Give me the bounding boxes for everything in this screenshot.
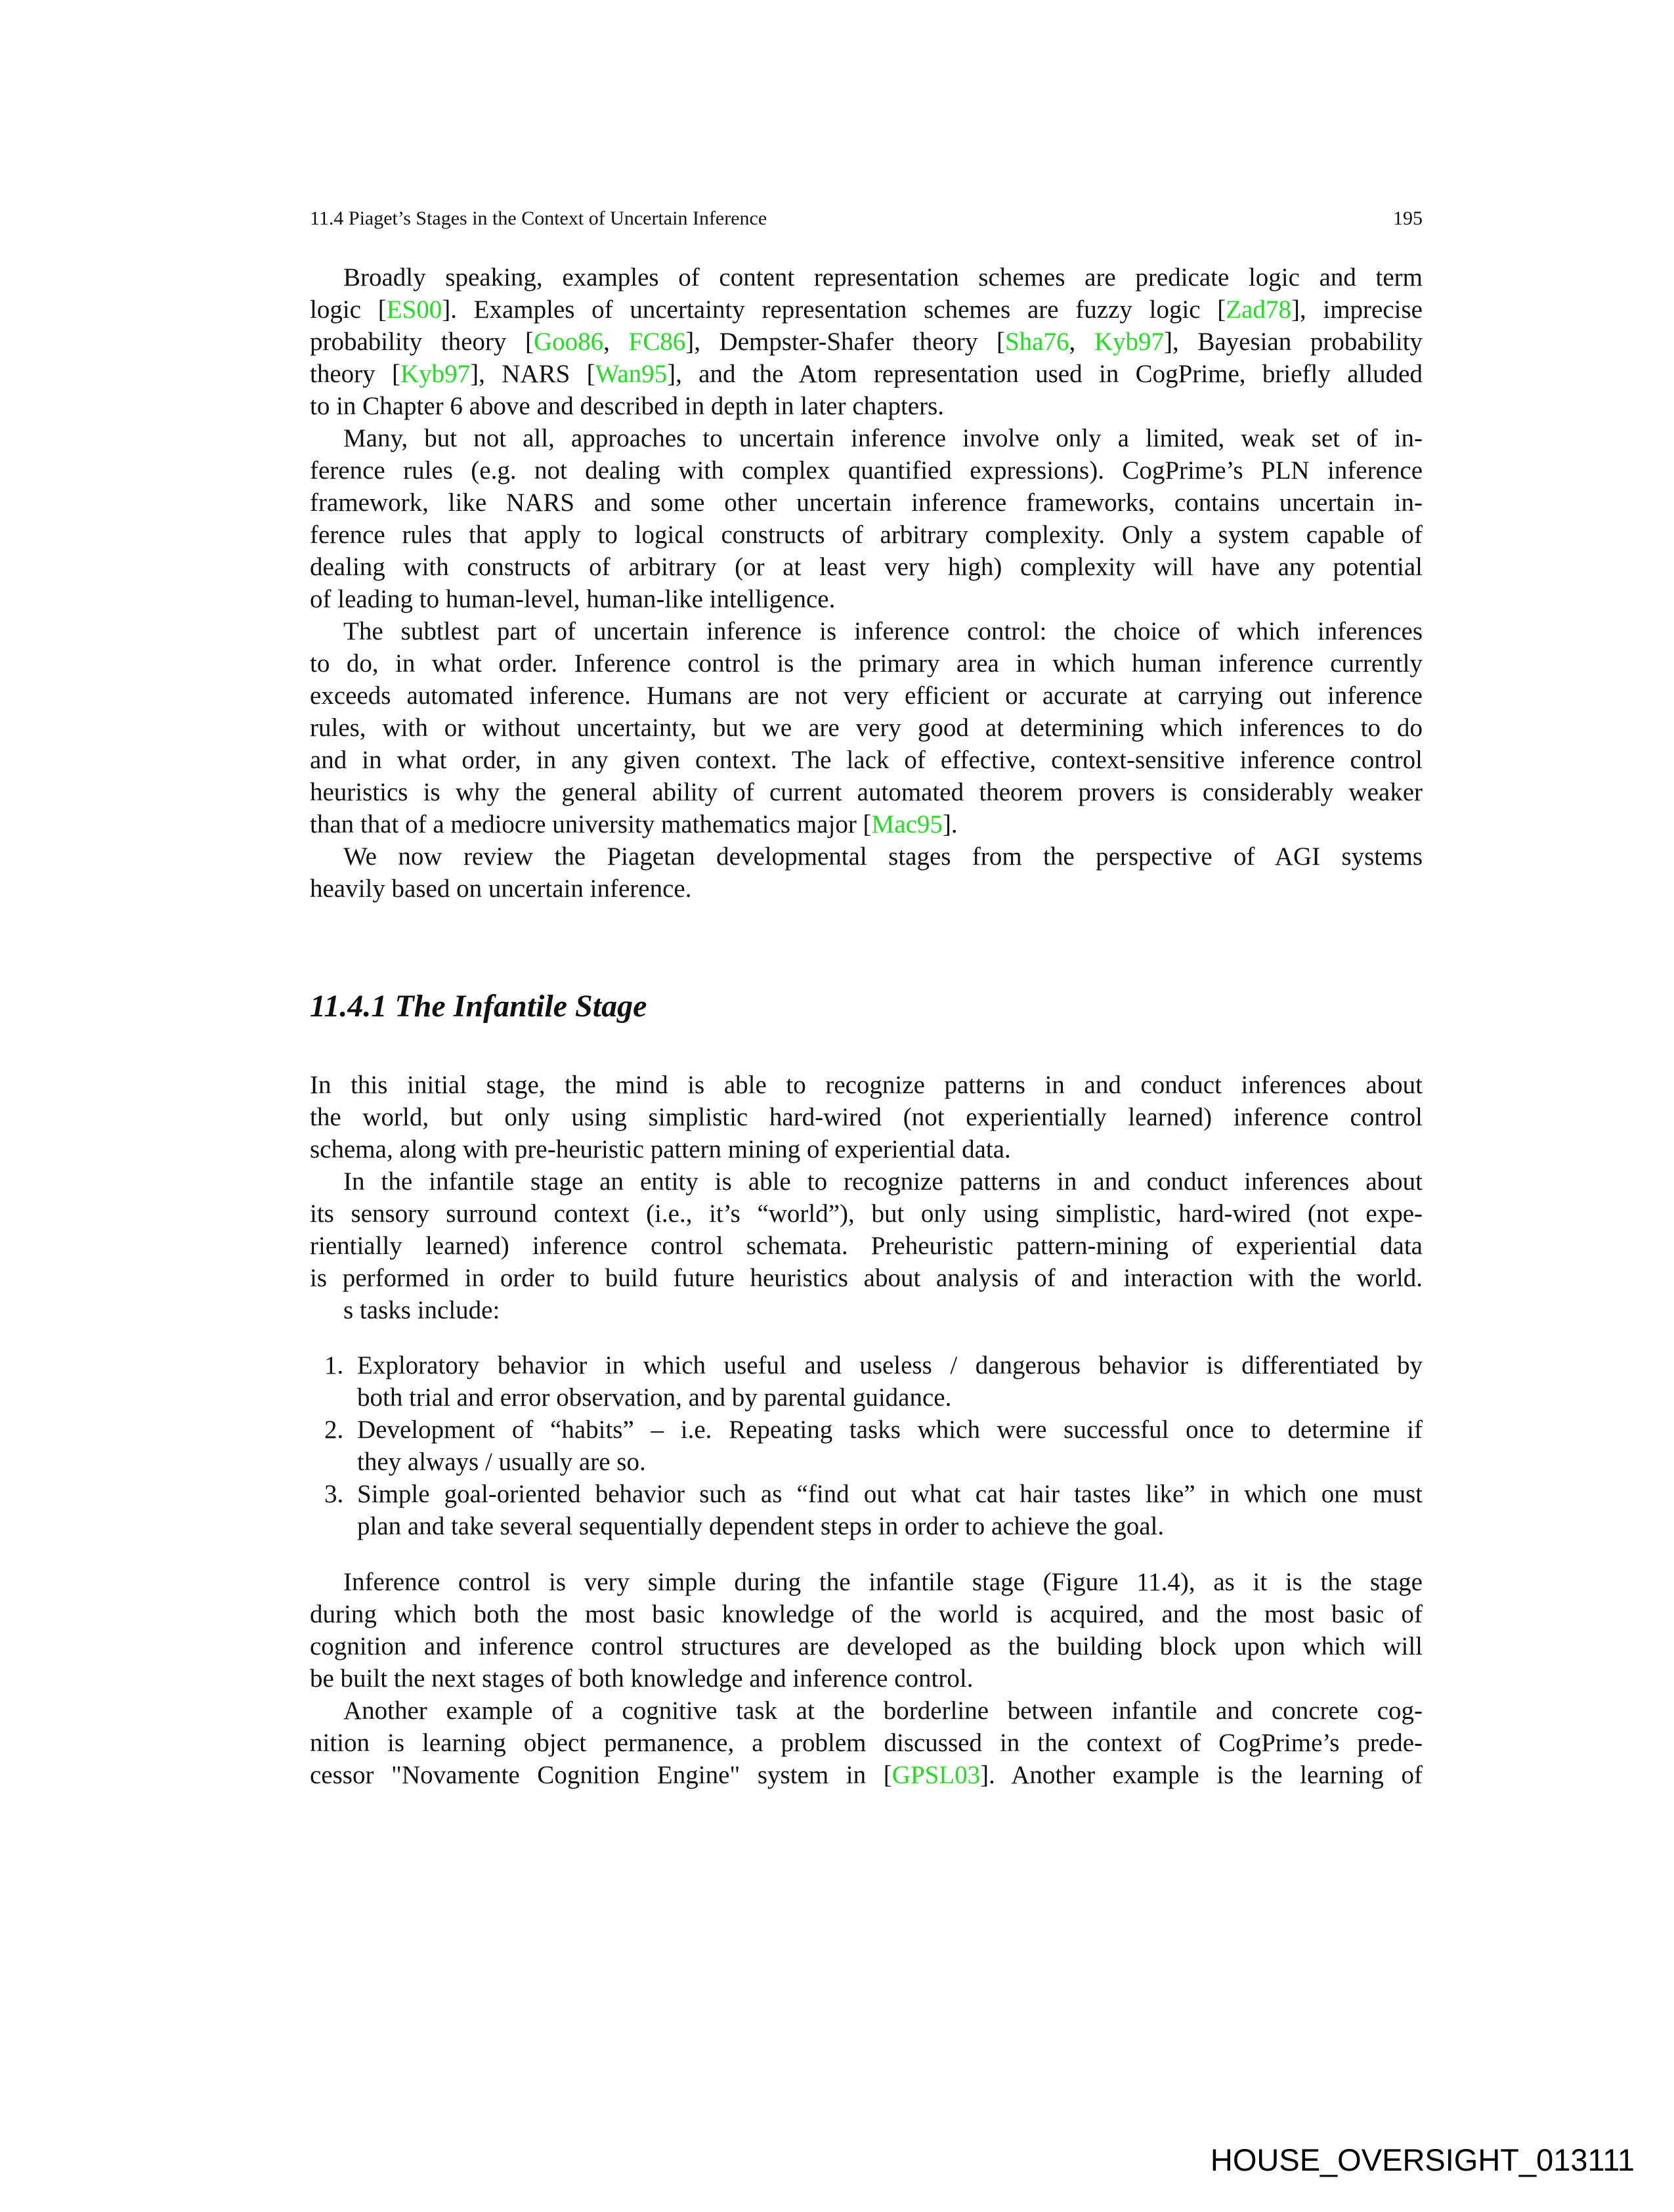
text-run: ].: [942, 810, 958, 838]
text-run: plan and take several sequentially dependent steps in order to achieve the goal.: [357, 1512, 1165, 1540]
citation-link[interactable]: FC86: [628, 328, 686, 356]
text-line: [310, 1566, 1423, 1598]
text-line: [310, 1133, 1423, 1165]
infantile-paragraphs: [310, 1069, 1423, 1326]
text-run: ], Dempster-Shafer theory [: [685, 328, 1005, 356]
text-line: [310, 840, 1423, 873]
text-run: exceeds automated inference. Humans are not very efficient or accurate at carrying out inference: [310, 682, 1423, 710]
text-run: ]. Examples of uncertainty representation schemes are fuzzy logic [: [442, 295, 1226, 324]
text-run: framework, like NARS and some other uncertain inference frameworks, contains uncertain in-: [310, 488, 1423, 517]
citation-link[interactable]: Zad78: [1226, 295, 1291, 324]
text-run: ,: [1069, 328, 1094, 356]
text-run: Inference control is very simple during the infantile stage (Figure 11.4), as it is the stage: [343, 1568, 1423, 1596]
text-run: Simple goal-oriented behavior such as “find out what cat hair tastes like” in which one must: [357, 1480, 1423, 1508]
text-line: [310, 1069, 1423, 1101]
text-run: heuristics is why the general ability of current automated theorem provers is considerably weaker: [310, 778, 1423, 806]
text-run: Another example of a cognitive task at the borderline between infantile and concrete cog-: [343, 1697, 1423, 1725]
section-heading: 11.4.1 The Infantile Stage: [310, 989, 647, 1024]
text-line: [310, 261, 1423, 293]
text-run: than that of a mediocre university mathematics major [: [310, 810, 872, 838]
text-line: [310, 1230, 1423, 1262]
text-run: We now review the Piagetan developmental stages from the perspective of AGI systems: [343, 842, 1423, 871]
text-line: [310, 1381, 1423, 1414]
text-run: rules, with or without uncertainty, but we are very good at determining which inferences to do: [310, 714, 1423, 742]
text-line: [310, 487, 1423, 519]
text-line: [310, 1101, 1423, 1133]
text-line: [310, 454, 1423, 487]
text-run: The subtlest part of uncertain inference is inference control: the choice of which inferences: [343, 617, 1423, 645]
text-run: ], Bayesian probability: [1164, 328, 1423, 356]
text-line: [310, 1262, 1423, 1294]
text-run: dealing with constructs of arbitrary (or at least very high) complexity will have any potential: [310, 553, 1423, 581]
text-run: Exploratory behavior in which useful and useless / dangerous behavior is differentiated by: [357, 1351, 1423, 1379]
text-run: rientially learned) inference control schemata. Preheuristic pattern-mining of experiential data: [310, 1232, 1423, 1260]
text-run: In this initial stage, the mind is able to recognize patterns in and conduct inferences about: [310, 1071, 1423, 1099]
text-line: [310, 647, 1423, 680]
text-line: [310, 390, 1423, 422]
page-number: 195: [1393, 207, 1423, 229]
citation-link[interactable]: ES00: [386, 295, 442, 324]
text-line: [310, 1510, 1423, 1542]
citation-link[interactable]: Sha76: [1004, 328, 1069, 356]
text-line: [310, 293, 1423, 326]
text-run: ference rules (e.g. not dealing with complex quantified expressions). CogPrime’s PLN inference: [310, 456, 1423, 485]
text-line: [310, 422, 1423, 454]
citation-link[interactable]: GPSL03: [891, 1761, 981, 1789]
running-header: [310, 207, 1423, 230]
text-run: the world, but only using simplistic hard-wired (not experientially learned) inference control: [310, 1103, 1423, 1131]
text-run: schema, along with pre-heuristic pattern mining of experiential data.: [310, 1135, 1011, 1163]
text-run: during which both the most basic knowledge of the world is acquired, and the most basic of: [310, 1600, 1423, 1628]
text-line: [310, 1662, 1423, 1695]
text-line: [310, 712, 1423, 744]
text-line: [310, 1294, 1423, 1326]
text-line: [310, 1598, 1423, 1630]
text-run: nition is learning object permanence, a problem discussed in the context of CogPrime’s prede-: [310, 1729, 1423, 1757]
text-run: and in what order, in any given context. The lack of effective, context-sensitive inference control: [310, 746, 1423, 774]
text-line: [310, 551, 1423, 583]
text-run: ], imprecise: [1291, 295, 1423, 324]
inference-control-paragraphs: [310, 1566, 1423, 1791]
text-line: [310, 1198, 1423, 1230]
text-run: heavily based on uncertain inference.: [310, 875, 692, 903]
list-item-line: [310, 1414, 1423, 1446]
text-run: they always / usually are so.: [357, 1448, 646, 1476]
text-line: [310, 583, 1423, 615]
text-line: [310, 1165, 1423, 1198]
text-run: ], and the Atom representation used in CogPrime, briefly alluded: [667, 360, 1423, 388]
text-run: both trial and error observation, and by parental guidance.: [357, 1383, 952, 1412]
text-run: Many, but not all, approaches to uncertain inference involve only a limited, weak set of in-: [343, 424, 1423, 452]
citation-link[interactable]: Kyb97: [1094, 328, 1164, 356]
text-line: [310, 1446, 1423, 1478]
text-run: be built the next stages of both knowledge and inference control.: [310, 1664, 974, 1693]
text-line: [310, 808, 1423, 840]
text-line: [310, 680, 1423, 712]
text-run: to do, in what order. Inference control is the primary area in which human inference currently: [310, 649, 1423, 678]
list-number: 3.: [324, 1480, 344, 1508]
intro-paragraphs: [310, 261, 1423, 905]
text-line: [310, 1695, 1423, 1727]
text-run: cessor "Novamente Cognition Engine" system in [: [310, 1761, 892, 1789]
text-run: ,: [603, 328, 629, 356]
text-run: of leading to human-level, human-like intelligence.: [310, 585, 836, 613]
text-run: probability theory [: [310, 328, 534, 356]
text-line: [310, 615, 1423, 647]
text-line: [310, 519, 1423, 551]
citation-link[interactable]: Mac95: [871, 810, 943, 838]
text-line: [310, 1630, 1423, 1662]
text-line: [310, 776, 1423, 808]
text-line: [310, 326, 1423, 358]
tasks-list: [310, 1349, 1423, 1542]
text-run: ference rules that apply to logical constructs of arbitrary complexity. Only a system capable of: [310, 521, 1423, 549]
text-run: In the infantile stage an entity is able to recognize patterns in and conduct inferences about: [343, 1167, 1423, 1196]
text-line: [310, 1759, 1423, 1791]
text-line: [310, 358, 1423, 390]
text-run: s tasks include:: [343, 1296, 500, 1324]
citation-link[interactable]: Wan95: [595, 360, 668, 388]
text-line: [310, 744, 1423, 776]
text-run: cognition and inference control structures are developed as the building block upon which will: [310, 1632, 1423, 1660]
list-item-line: [310, 1349, 1423, 1381]
citation-link[interactable]: Goo86: [533, 328, 604, 356]
running-header-title: 11.4 Piaget’s Stages in the Context of Uncertain Inference: [310, 207, 767, 229]
text-run: Development of “habits” – i.e. Repeating tasks which were successful once to determine if: [357, 1416, 1423, 1444]
text-run: is performed in order to build future heuristics about analysis of and interaction with the world.: [310, 1264, 1423, 1292]
list-item-line: [310, 1478, 1423, 1510]
list-number: 1.: [324, 1351, 344, 1379]
text-run: ], NARS [: [470, 360, 595, 388]
text-run: theory [: [310, 360, 400, 388]
list-number: 2.: [324, 1416, 344, 1444]
text-run: Broadly speaking, examples of content representation schemes are predicate logic and term: [343, 263, 1423, 292]
text-run: to in Chapter 6 above and described in depth in later chapters.: [310, 392, 945, 420]
text-line: [310, 873, 1423, 905]
text-line: [310, 1727, 1423, 1759]
bates-stamp: HOUSE_OVERSIGHT_013111: [1210, 2142, 1635, 2177]
text-run: logic [: [310, 295, 387, 324]
text-run: ]. Another example is the learning of: [980, 1761, 1423, 1789]
text-run: its sensory surround context (i.e., it’s “world”), but only using simplistic, hard-wired (not expe-: [310, 1200, 1423, 1228]
citation-link[interactable]: Kyb97: [400, 360, 471, 388]
